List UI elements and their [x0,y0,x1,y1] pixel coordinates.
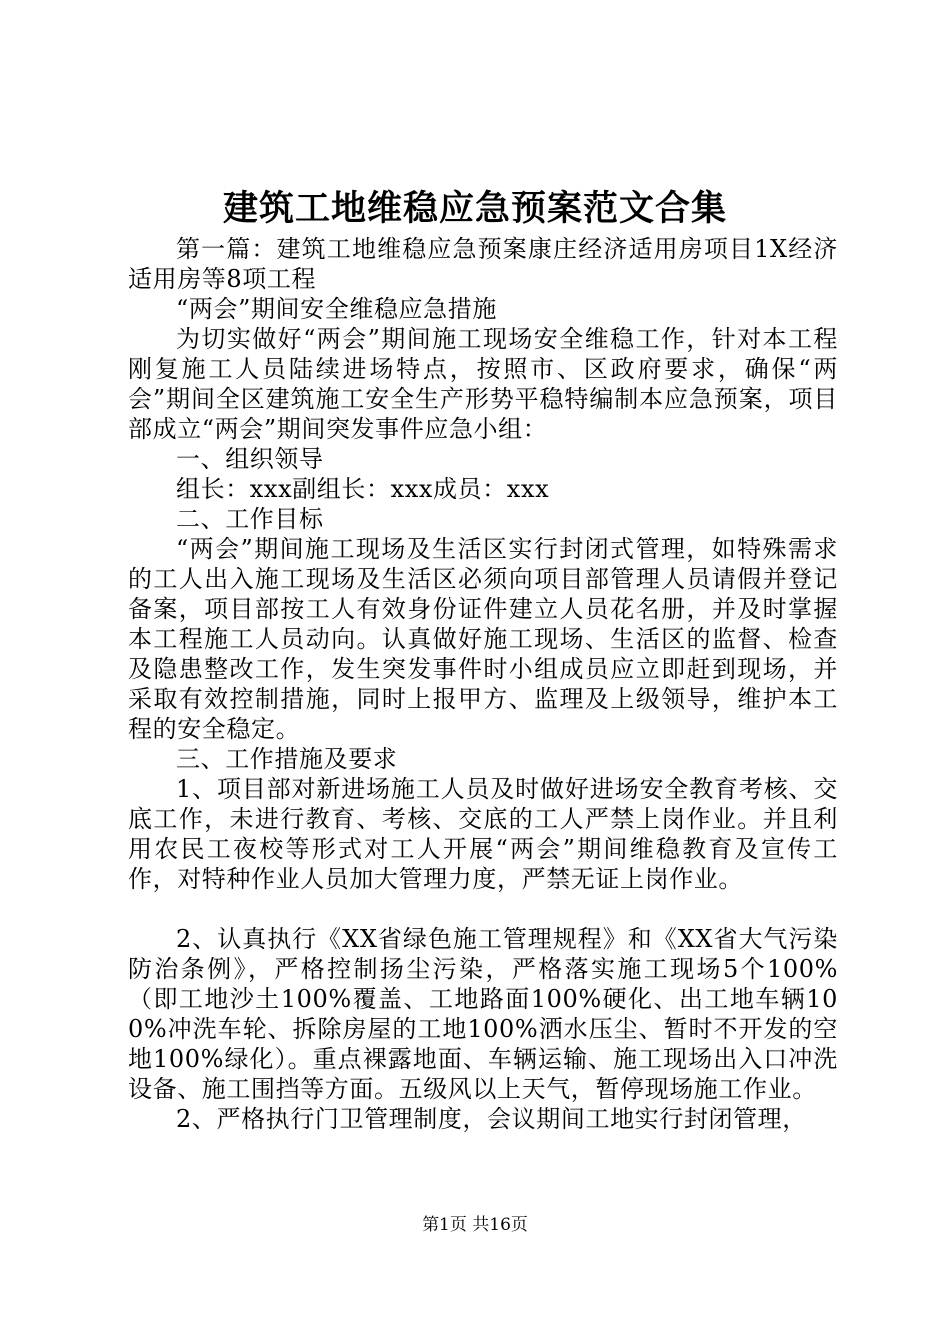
paragraph-members: 组长：xxx副组长：xxx成员：xxx [176,475,550,503]
paragraph-subtitle: “两会”期间安全维稳应急措施 [176,295,497,323]
paragraph-measure-2: 2、认真执行《XX省绿色施工管理规程》和《XX省大气污染防治条例》，严格控制扬尘污染，严格落实施工现场5个100%（即工地沙土100%覆盖、工地路面100%硬化、出工地车辆100%冲洗车轮、拆除房屋的工地100%洒水压尘、暂时不开发的空地100%绿化）。重点裸露地面、车辆运输、施工现场出入口冲洗设备、施工围挡等方面。五级风以上天气，暂停现场施工作业。 [128,925,838,1103]
paragraph-measure-3: 2、严格执行门卫管理制度，会议期间工地实行封闭管理， [176,1105,807,1133]
document-body [128,234,838,1134]
section-heading-goals: 二、工作目标 [176,505,324,533]
section-heading-measures: 三、工作措施及要求 [176,745,398,773]
paragraph-chapter-heading: 第一篇：建筑工地维稳应急预案康庄经济适用房项目1X经济适用房等8项工程 [128,235,838,293]
paragraph-measure-1: 1、项目部对新进场施工人员及时做好进场安全教育考核、交底工作，未进行教育、考核、交底的工人严禁上岗作业。并且利用农民工夜校等形式对工人开展“两会”期间维稳教育及宣传工作，对特种作业人员加大管理力度，严禁无证上岗作业。 [128,775,838,893]
paragraph-goals: “两会”期间施工现场及生活区实行封闭式管理，如特殊需求的工人出入施工现场及生活区必须向项目部管理人员请假并登记备案，项目部按工人有效身份证件建立人员花名册，并及时掌握本工程施工人员动向。认真做好施工现场、生活区的监督、检查及隐患整改工作，发生突发事件时小组成员应立即赶到现场，并采取有效控制措施，同时上报甲方、监理及上级领导，维护本工程的安全稳定。 [128,535,838,743]
section-heading-organization: 一、组织领导 [176,445,324,473]
document-title: 建筑工地维稳应急预案范文合集 [222,188,727,229]
paragraph-intro: 为切实做好“两会”期间施工现场安全维稳工作，针对本工程刚复施工人员陆续进场特点，按照市、区政府要求，确保“两会”期间全区建筑施工安全生产形势平稳特编制本应急预案，项目部成立“两会”期间突发事件应急小组： [128,325,838,443]
page-footer: 第1页 共16页 [422,1215,528,1235]
